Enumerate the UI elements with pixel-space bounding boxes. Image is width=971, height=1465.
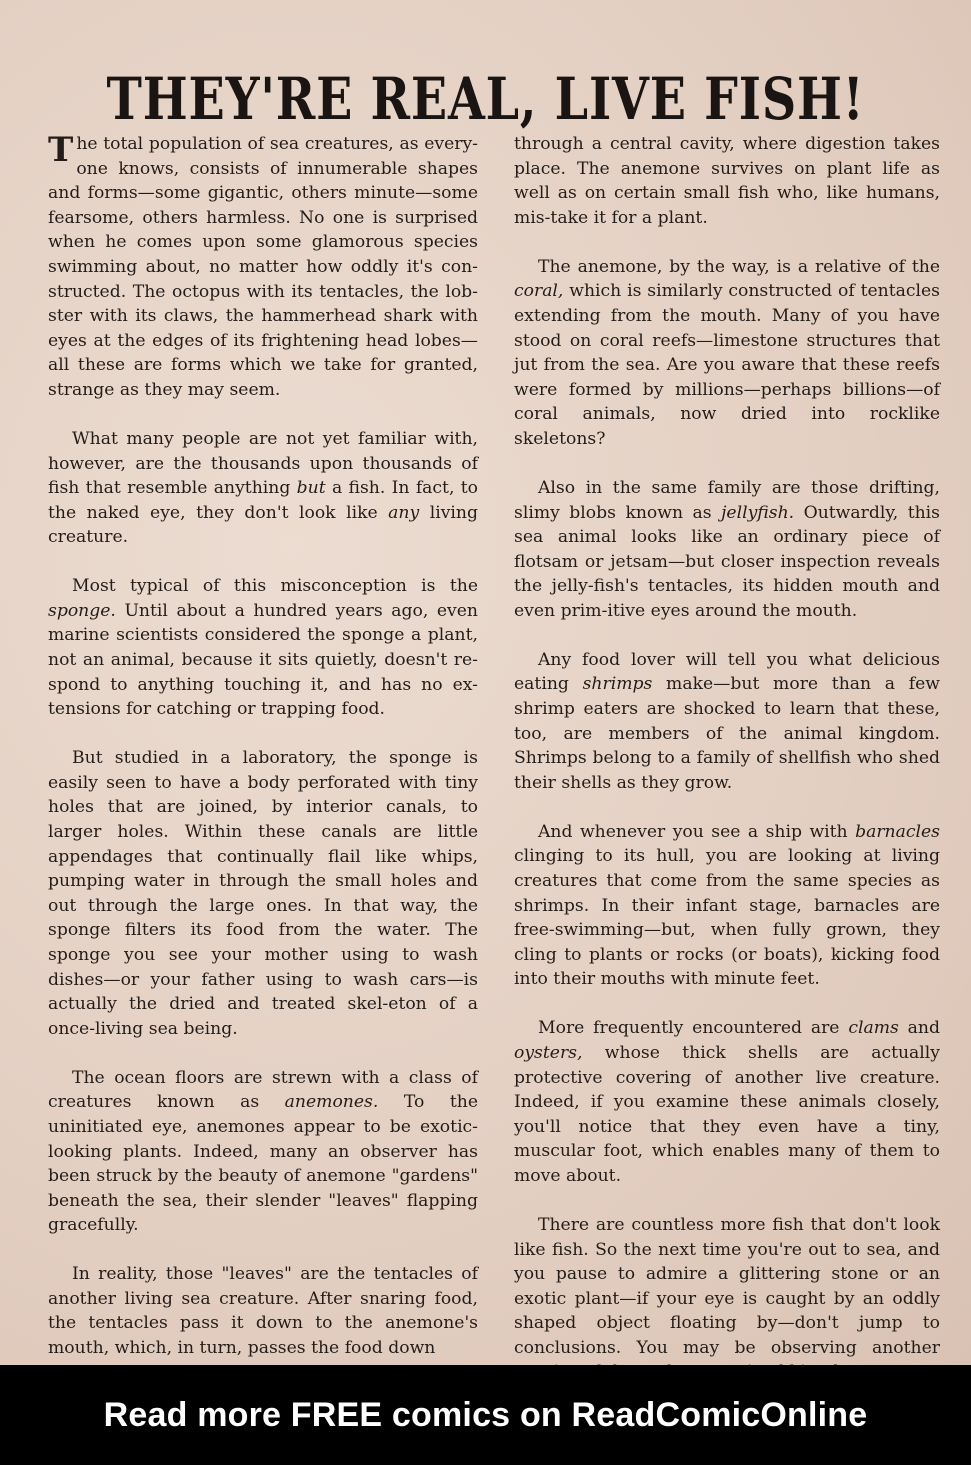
paragraph-11 [514,820,940,992]
paragraph-5 [48,1066,478,1238]
emphasis-text: coral, [514,281,564,302]
paragraph-text: To the uninitiated eye, anemones appear to be exotic-looking plants. Indeed, many an observer has been struck by the beauty of anemone "gardens" beneath the sea, their slender "leaves" flapping gracefully. [48,1092,478,1236]
paragraph-text: And whenever you see a ship with [538,821,856,842]
right-column [514,132,940,1409]
paragraph-7 [514,132,940,230]
paragraph-text: a fish. In fact, to the naked eye, they don't look like [48,478,478,523]
paragraph-8 [514,255,940,452]
left-column [48,132,478,1385]
paragraph-text: through a central cavity, where digestion takes place. The anemone survives on plant life as well as on certain small fish who, like humans, mis-take it for a plant. [514,134,940,228]
drop-cap: T [48,130,74,170]
paragraph-text: Any food lover will tell you what delicious eating [514,649,940,695]
paragraph-text: make—but more than a few shrimp eaters are shocked to learn that these, too, are members of the animal kingdom. Shrimps belong to a family of shellfish who shed their shells as they grow. [514,674,941,793]
emphasis-text: clams [848,1018,899,1039]
paragraph-text: The anemone, by the way, is a relative of the [538,256,940,277]
paragraph-4 [48,746,478,1041]
footer-banner [0,1365,971,1465]
emphasis-text: oysters, [514,1042,583,1063]
paragraph-text: In reality, those "leaves" are the tentacles of another living sea creature. After snaring food, the tentacles pass it down to the anemone's mouth, which, in turn, passes the food down [48,1264,478,1359]
emphasis-text: shrimps [582,674,653,695]
paragraph-text: which is similarly constructed of tentacles extending from the mouth. Many of you have stood on coral reefs—limestone structures that jut from the sea. Are you aware that these reefs were formed by millions—perhaps billions—of coral animals, now dried into rocklike skeletons? [514,281,940,449]
emphasis-text: sponge. [48,600,116,621]
emphasis-text: jellyfish. [721,502,795,523]
paragraph-text: and [898,1018,940,1039]
paragraph-2 [48,427,478,550]
paragraph-text: What many people are not yet familiar with, however, are the thousands upon thousands of fish that resemble anything [48,428,478,499]
paragraph-3 [48,574,478,722]
paragraph-13 [514,1213,940,1385]
emphasis-text: any [388,502,420,523]
paragraph-text: The ocean floors are strewn with a class of creatures known as [48,1067,478,1113]
footer-link[interactable]: Read more FREE comics on ReadComicOnline [103,1395,868,1434]
paragraph-6 [48,1262,478,1360]
paragraph-text: Until about a hundred years ago, even marine scientists considered the sponge a plant, not an animal, because it sits quietly, doesn't re-spond to anything touching it, and has no ex-tensions for catching or trapping food. [48,600,478,720]
paragraph-text: living creature. [48,502,478,548]
emphasis-text: barnacles [855,821,940,842]
paragraph-text: But studied in a laboratory, the sponge is easily seen to have a body perforated with tiny holes that are joined, by interior canals, to larger holes. Within these canals are little appendages that continually flail like whips, pumping water in through the small holes and out through the large ones. In that way, the sponge filters its food from the water. The sponge you see your mother using to wash dishes—or your father using to wash cars—is actually the dried and treated skel-eton of a once-living sea being. [48,748,478,1039]
paragraph-text: Most typical of this misconception is the [72,576,478,597]
page-title: THEY'RE REAL, LIVE FISH! [106,65,865,133]
paragraph-text: There are countless more fish that don't look like fish. So the next time you're out to sea, and you pause to admire a glittering stone or an exotic plant—if your eye is caught by an oddly shaped object floating by—don't jump to conclusions. You may be observing another [514,1214,940,1358]
emphasis-text: but [296,478,326,499]
paragraph-text: clinging to its hull, you are looking at living creatures that come from the same species as shrimps. In their infant stage, barnacles are free-swimming—but, when fully grown, they cling to plants or rocks (or boats), kicking food into their mouths with minute feet. [514,846,940,990]
paragraph-text: More frequently encountered are [538,1018,849,1039]
paragraph-text: Also in the same family are those drifting, slimy blobs known as [514,477,940,523]
paragraph-text: he total population of sea creatures, as every-one knows, consists of innumerable shapes and forms—some gigantic, others minute—some fearsome, others harmless. No one is surprised when he comes upon some glamorous species swimming about, no matter how oddly it's con-structed. The octopus with its tentacles, the lob-ster with its claws, the hammerhead shark with eyes at the edges of its frightening head lobes—all these are forms which we take for granted, strange as they may seem. [48,134,478,400]
paragraph-text: whose thick shells are actually protective covering of another live creature. Indeed, if you examine these animals closely, you'll notice that they even have a tiny, muscular foot, which enables many of them to move about. [514,1042,940,1186]
paragraph-text: Outwardly, this sea animal looks like an ordinary piece of flotsam or jetsam—but closer inspection reveals the jelly-fish's tentacles, its hidden mouth and even prim-itive eyes around the mouth. [514,502,941,621]
paragraph-10 [514,648,940,796]
paragraph-9 [514,476,940,624]
paragraph-1 [48,132,478,403]
paragraph-12 [514,1016,940,1188]
emphasis-text: anemones. [284,1092,379,1113]
